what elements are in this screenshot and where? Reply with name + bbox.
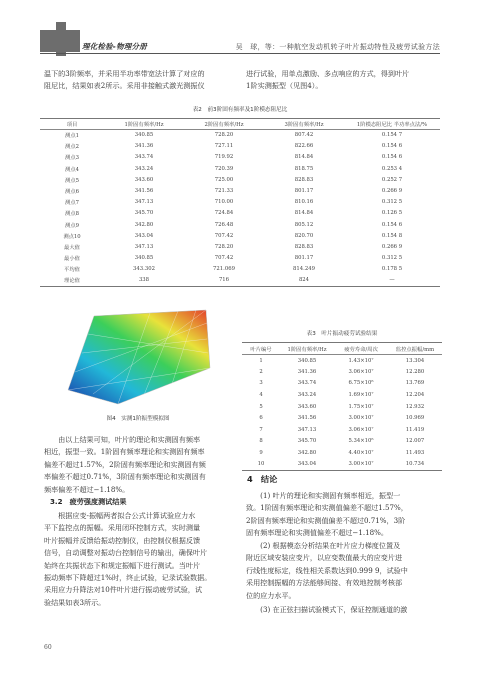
table-cell: 0.252 7 [381, 176, 403, 183]
table-cell: 0.312 5 [381, 199, 403, 206]
section-4-title: 4 结论 [247, 474, 278, 484]
text-line: 率偏差不超过0.71%，3阶固有频率理论和实测固有 [44, 472, 206, 482]
table-cell: 725.00 [214, 176, 234, 183]
table-cell: 10.969 [405, 415, 425, 422]
table-cell: 340.85 [297, 357, 317, 364]
table-cell: 0.154 7 [381, 132, 403, 139]
column-header: 3阶固有频率/Hz [264, 119, 344, 130]
table-cell: 343.24 [134, 165, 154, 172]
page-header [0, 0, 480, 62]
table-cell: 0.266 9 [381, 188, 403, 195]
table-cell: 805.12 [294, 221, 314, 228]
frequency-table [40, 118, 440, 287]
table-cell: 721.33 [214, 188, 234, 195]
row-label-cell: 2 [259, 368, 263, 375]
text-line: 阻尼比，结果如表2所示。采用非接触式激光测振仪 [44, 81, 205, 91]
table-row [242, 389, 442, 401]
table-row [40, 264, 440, 275]
table-cell: 343.60 [297, 403, 317, 410]
text-line: 1阶实测振型（见图4）。 [246, 81, 323, 91]
table-cell: 0.154 6 [381, 221, 403, 228]
row-label-cell: 测点9 [65, 222, 79, 229]
table-cell: 343.04 [280, 459, 334, 471]
table-row [242, 355, 442, 367]
table-cell: 342.80 [134, 221, 154, 228]
column-header: 1阶模态阻尼比 半功率点法/% [344, 119, 440, 130]
table-row [40, 174, 440, 185]
table-cell: 0.126 5 [381, 210, 403, 217]
table-cell: 12.932 [405, 403, 425, 410]
text-line: 采用控制振幅的方法能够间接、有效地控制考核部 [246, 578, 403, 588]
table-cell: 814.84 [294, 154, 314, 161]
intro-left [44, 68, 240, 93]
table-cell: 724.84 [214, 210, 234, 217]
text-line: 进行试验，用单点激励、多点响应的方式，得到叶片 [246, 69, 410, 78]
table-cell: 13.769 [405, 380, 425, 387]
table-cell: 4.40×10⁷ [348, 450, 374, 457]
table-cell: 710.00 [214, 199, 234, 206]
table-row [40, 241, 440, 252]
row-label-cell: 7 [259, 426, 263, 433]
row-label-cell: 1 [259, 357, 263, 364]
text-line: 验结果如表3所示。 [44, 597, 106, 607]
right-body-para2 [246, 540, 442, 602]
table-row [40, 253, 440, 264]
row-label-cell: 4 [259, 392, 263, 399]
table-cell: 343.74 [134, 154, 154, 161]
table-cell: 720.39 [214, 165, 234, 172]
table-cell: 343.24 [297, 392, 317, 399]
table-cell: 347.13 [134, 243, 154, 250]
table-cell: 343.04 [134, 232, 154, 239]
table-cell: 814.249 [293, 266, 315, 273]
table-cell: 721.069 [213, 266, 235, 273]
table-cell: 707.42 [214, 232, 234, 239]
table-cell: 341.56 [134, 188, 154, 195]
table-cell: 828.83 [294, 176, 314, 183]
section-3-2-title: 3.2 疲劳强度测试结果 [50, 497, 127, 506]
text-line: (1) 叶片的理论和实测固有频率相近，振型一 [246, 491, 401, 500]
table-cell: 0.154 6 [381, 143, 403, 150]
table-cell: 338 [104, 275, 184, 286]
table-cell: 716 [184, 275, 264, 286]
table-cell: 828.83 [294, 243, 314, 250]
table-cell: 820.70 [294, 232, 314, 239]
table-row [242, 424, 442, 436]
row-label-cell: 平均值 [64, 267, 80, 274]
table-cell: 0.154 6 [381, 154, 403, 161]
text-line: 频率偏差不超过−1.18%。 [44, 484, 130, 494]
text-line: 位的应力水平。 [246, 590, 296, 600]
page-number: 60 [44, 644, 52, 651]
table-cell: 343.60 [134, 176, 154, 183]
table-cell: 1.75×10⁷ [348, 403, 374, 410]
fatigue-results-table [242, 342, 442, 471]
table-cell: 3.00×10⁷ [334, 459, 388, 471]
table-row [242, 459, 442, 471]
table-cell: 822.66 [294, 143, 314, 150]
text-line: 相近，振型一致。1阶固有频率理论和实测固有频率 [44, 447, 205, 457]
text-line: 平下监控点的振幅。采用闭环控制方式，实时测量 [44, 523, 201, 533]
journal-logo-block [40, 30, 80, 52]
column-header: 项目 [40, 119, 104, 130]
row-label-cell: 测点10 [63, 233, 81, 240]
table-cell: 340.85 [134, 255, 154, 262]
row-label-cell: 8 [259, 438, 263, 445]
table-row [242, 378, 442, 390]
row-label-cell: 3 [259, 380, 263, 387]
journal-name: 理化检验-物理分册 [82, 42, 147, 51]
text-line: 始终在共振状态下和规定振幅下进行测试。当叶片 [44, 560, 201, 570]
table-cell: 342.80 [297, 450, 317, 457]
text-line: (2) 根据模态分析结果在叶片应力梯度位置及 [246, 541, 401, 550]
row-label-cell: 最小值 [64, 256, 80, 263]
left-body-para2 [44, 510, 240, 609]
text-line: 采用应力升降法对10件叶片进行振动疲劳试验，试 [44, 585, 202, 595]
table-cell: 728.20 [214, 132, 234, 139]
row-label-cell: 测点7 [65, 200, 79, 207]
table-cell: 3.06×10⁷ [348, 426, 374, 433]
text-line: (3) 在正弦扫描试验模式下，保证控制通道的激 [246, 605, 408, 614]
table-cell: 801.17 [294, 188, 314, 195]
text-line: 附近区域安装应变片，以应变数值最大的应变片进 [246, 553, 403, 563]
table-cell: 10.734 [388, 459, 442, 471]
row-label-cell: 6 [259, 415, 263, 422]
table-cell: 341.36 [297, 368, 317, 375]
right-body-para3 [246, 604, 442, 616]
table-cell: 1.69×10⁷ [348, 392, 374, 399]
table-header-row [242, 343, 442, 355]
table3-caption: 表3 叶片振动疲劳试验结果 [306, 331, 378, 337]
column-header: 1阶固有频率/Hz [104, 119, 184, 130]
table-cell: 11.419 [405, 426, 425, 433]
text-line: 温下的3阶频率，并采用半功率带宽法计算了对应的 [44, 69, 205, 78]
table-cell: 0.178 5 [381, 266, 403, 273]
column-header: 监控点振幅/mm [388, 343, 442, 355]
row-label-cell: 5 [259, 403, 263, 410]
table-cell: 345.70 [297, 438, 317, 445]
text-line: 行线性度标定，线性相关系数达到0.999 9，试验中 [246, 565, 408, 575]
table-row [242, 447, 442, 459]
table-row [40, 230, 440, 241]
column-header: 疲劳寿命/周次 [334, 343, 388, 355]
table-cell: 801.17 [294, 255, 314, 262]
table-cell: 343.74 [297, 380, 317, 387]
text-line: 2阶固有频率理论和实测值偏差不超过0.71%，3阶 [246, 515, 406, 525]
table-cell: 727.11 [214, 143, 234, 150]
table-cell: 728.20 [214, 243, 234, 250]
table-row [40, 152, 440, 163]
column-header: 2阶固有频率/Hz [184, 119, 264, 130]
table-cell: 12.280 [405, 368, 425, 375]
row-label-cell: 测点2 [65, 144, 79, 151]
row-label-cell: 9 [259, 450, 263, 457]
table-cell: 726.48 [214, 221, 234, 228]
row-label-cell: 测点5 [65, 177, 79, 184]
table-row [40, 185, 440, 196]
table-cell: — [344, 275, 440, 286]
table-cell: 810.16 [294, 199, 314, 206]
row-label-cell: 测点3 [65, 155, 79, 162]
table-cell: 341.56 [297, 415, 317, 422]
right-body-para1 [246, 490, 442, 540]
row-label-cell: 测点1 [65, 133, 79, 140]
table-cell: 12.204 [405, 392, 425, 399]
table-cell: 707.42 [214, 255, 234, 262]
table-row [40, 219, 440, 230]
left-body-para1 [44, 434, 240, 496]
table-cell: 818.75 [294, 165, 314, 172]
text-line: 由以上结果可知，叶片的理论和实测固有频率 [44, 435, 201, 444]
table-cell: 343.302 [133, 266, 155, 273]
row-label-cell: 理论值 [40, 275, 104, 286]
table-row [40, 197, 440, 208]
table-cell: 0.154 8 [381, 232, 403, 239]
table-header-row [40, 119, 440, 130]
table-row [40, 163, 440, 174]
table-row [40, 141, 440, 152]
column-header: 1阶固有频率/Hz [280, 343, 334, 355]
table-row [40, 208, 440, 219]
table-row [242, 436, 442, 448]
intro-right [246, 68, 442, 93]
table-cell: 347.13 [297, 426, 317, 433]
running-title: 吴 球，等：一种航空发动机转子叶片振动特性及疲劳试验方法 [235, 43, 440, 51]
table-cell: 6.75×10⁶ [348, 380, 374, 387]
table-cell: 345.70 [134, 210, 154, 217]
text-line: 固有频率理论和实测值偏差不超过−1.18%。 [246, 528, 388, 538]
table-cell: 0.312 5 [381, 255, 403, 262]
table-row [242, 401, 442, 413]
column-header: 叶片编号 [242, 343, 280, 355]
table-cell: 12.007 [405, 438, 425, 445]
table-row [242, 366, 442, 378]
table-row [40, 130, 440, 141]
header-rule [40, 53, 440, 54]
table-cell: 824 [264, 275, 344, 286]
text-line: 偏差不超过1.57%，2阶固有频率理论和实测固有频 [44, 459, 206, 469]
text-line: 根据应变-振幅两者拟合公式计算试验应力水 [44, 511, 196, 520]
table-cell: 5.34×10⁶ [348, 438, 374, 445]
table-cell: 3.06×10⁷ [348, 368, 374, 375]
mode-shape-figure [60, 306, 226, 410]
table2-caption: 表2 前3阶固有频率及1阶模态阻尼比 [192, 107, 288, 113]
table-cell: 3.00×10⁷ [348, 415, 374, 422]
text-line: 叶片振幅并反馈给振动控制仪，由控制仪根据反馈 [44, 535, 201, 545]
row-label-cell: 10 [242, 459, 280, 471]
row-label-cell: 测点8 [65, 211, 79, 218]
row-label-cell: 测点4 [65, 166, 79, 173]
row-label-cell: 测点6 [65, 189, 79, 196]
table-cell: 11.493 [405, 450, 425, 457]
text-line: 致。1阶固有频率理论和实测值偏差不超过1.57%， [246, 503, 408, 513]
table-cell: 0.266 9 [381, 243, 403, 250]
table-cell: 1.43×10⁷ [348, 357, 374, 364]
figure4-caption: 图4 实测1阶振型模拟图 [106, 416, 170, 422]
text-line: 振动频率下降超过1%时，终止试验，记录试验数据。 [44, 573, 212, 583]
row-label-cell: 最大值 [64, 244, 80, 251]
table-cell: 807.42 [294, 132, 314, 139]
table-cell: 341.36 [134, 143, 154, 150]
text-line: 信号，自动调整对振动台控制信号的输出，确保叶片 [44, 548, 208, 558]
table-row [40, 275, 440, 286]
table-cell: 719.92 [214, 154, 234, 161]
table-cell: 347.13 [134, 199, 154, 206]
table-cell: 340.85 [134, 132, 154, 139]
table-cell: 814.84 [294, 210, 314, 217]
table-row [242, 412, 442, 424]
table-cell: 0.253 4 [381, 165, 403, 172]
table-cell: 13.304 [405, 357, 425, 364]
